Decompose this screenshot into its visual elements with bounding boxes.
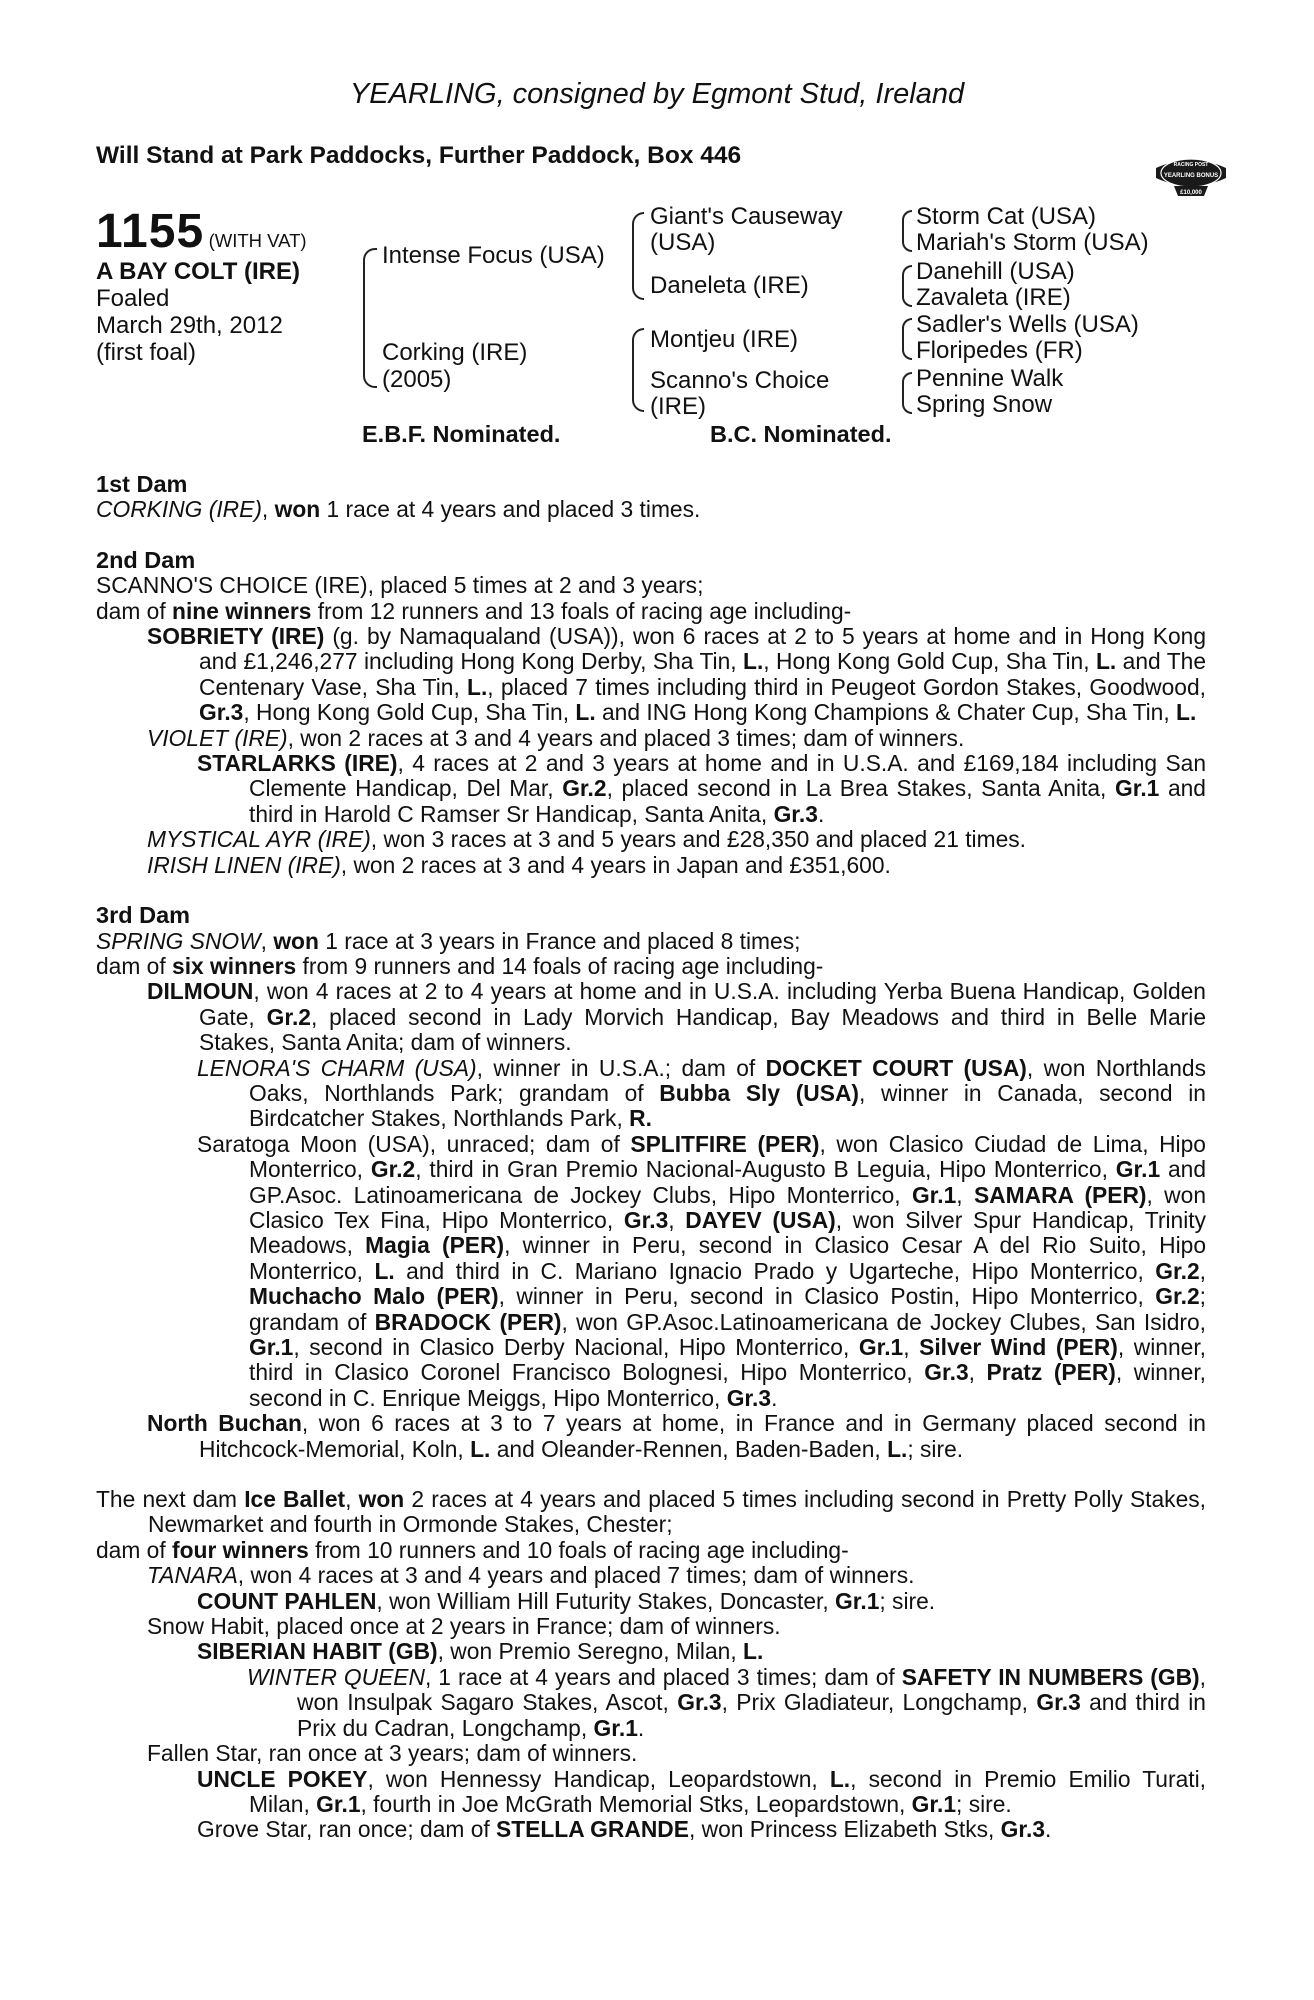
entry-violet: VIOLET (IRE), won 2 races at 3 and 4 years and placed 3 times; dam of winners. [147,724,965,751]
entry-siberian-habit: SIBERIAN HABIT (GB), won Premio Seregno, Milan, L. [197,1638,764,1665]
next-dam-produce: dam of four winners from 10 runners and 10 foals of racing age including- [96,1536,849,1563]
entry-uncle-pokey: UNCLE POKEY, won Hennessy Handicap, Leopardstown, L., second in Premio Emilio Turati, Milan, Gr.1, fourth in Joe McGrath Memorial Stks, Leopardstown, Gr.1; sire. [197,1765,1206,1817]
entry-mystical-ayr: MYSTICAL AYR (IRE), won 3 races at 3 and 5 years and £28,350 and placed 21 times. [147,826,1027,853]
entry-winter-queen: WINTER QUEEN, 1 race at 4 years and placed 3 times; dam of SAFETY IN NUMBERS (GB), won Insulpak Sagaro Stakes, Ascot, Gr.3, Prix Gladiateur, Longchamp, Gr.3 and third in Prix du Cadran, Longchamp, Gr.1. [247,1663,1206,1741]
pedigree-sire: Intense Focus (USA) [382,242,605,269]
third-dam-produce: dam of six winners from 9 runners and 14 foals of racing age including- [96,952,824,979]
entry-grove-star: Grove Star, ran once; dam of STELLA GRANDE, won Princess Elizabeth Stks, Gr.3. [197,1816,1052,1843]
lot-number-block [96,204,307,259]
pedigree-sds: Danehill (USA) [916,258,1075,285]
section-1st-dam: 1st Dam [96,471,188,497]
page-title: YEARLING, consigned by Egmont Stud, Ireland [349,78,965,110]
lot-number: 1155 [96,205,205,258]
entry-north-buchan: North Buchan, won 6 races at 3 to 7 years at home, in France and in Germany placed second in Hitchcock-Memorial, Koln, L. and Oleander-Rennen, Baden-Baden, L.; sire. [147,1410,1206,1462]
entry-irish-linen: IRISH LINEN (IRE), won 2 races at 3 and 4 years in Japan and £351,600. [147,851,891,878]
pedigree-dds: Pennine Walk [916,365,1064,392]
pedigree-brace-4a [902,210,912,252]
badge-line2: YEARLING BONUS [1163,173,1219,179]
stand-location: Will Stand at Park Paddocks, Further Paddock, Box 446 [96,142,742,169]
section-2nd-dam: 2nd Dam [96,546,196,573]
first-dam-text: CORKING (IRE), won 1 race at 4 years and placed 3 times. [96,496,701,523]
entry-dilmoun: DILMOUN, won 4 races at 2 to 4 years at home and in U.S.A. including Yerba Buena Handicap, Golden Gate, Gr.2, placed second in Lady Morvich Handicap, Bay Meadows and third in Belle Marie Stakes, Santa Anita; dam of winners. [147,978,1206,1056]
pedigree-body [96,472,1206,1843]
pedigree-brace-sire [632,212,644,300]
entry-tanara: TANARA, won 4 races at 3 and 4 years and placed 7 times; dam of winners. [147,1562,915,1589]
bc-nominated: B.C. Nominated. [710,421,892,447]
pedigree-dam-line1: Corking (IRE) [382,339,528,366]
third-dam-text: SPRING SNOW, won 1 race at 3 years in France and placed 8 times; [96,927,801,954]
ebf-nominated: E.B.F. Nominated. [362,421,561,447]
pedigree-sire-dam: Daneleta (IRE) [650,272,809,299]
pedigree-brace-4b [902,265,912,307]
pedigree-sire-sire-line1: Giant's Causeway [650,203,843,230]
yearling-bonus-badge [1152,148,1230,205]
pedigree-dam-line2: (2005) [382,366,452,393]
pedigree-dam-sire: Montjeu (IRE) [650,326,799,353]
pedigree-sdd: Zavaleta (IRE) [916,284,1071,311]
entry-fallen-star: Fallen Star, ran once at 3 years; dam of winners. [147,1740,638,1767]
entry-count-pahlen: COUNT PAHLEN, won William Hill Futurity Stakes, Doncaster, Gr.1; sire. [197,1587,936,1614]
first-foal-note: (first foal) [96,339,197,366]
entry-lenoras-charm: LENORA'S CHARM (USA), winner in U.S.A.; dam of DOCKET COURT (USA), won Northlands Oaks, Northlands Park; grandam of Bubba Sly (USA), winner in Canada, second in Birdcatcher Stakes, Northlands Park, R. [197,1054,1206,1132]
pedigree-ddd: Spring Snow [916,391,1053,418]
entry-sobriety: SOBRIETY (IRE) (g. by Namaqualand (USA)), won 6 races at 2 to 5 years at home and in Hong Kong and £1,246,277 including Hong Kong Derby, Sha Tin, L., Hong Kong Gold Cup, Sha Tin, L. and The Centenary Vase, Sha Tin, L., placed 7 times including third in Peugeot Gordon Stakes, Goodwood, Gr.3, Hong Kong Gold Cup, Sha Tin, L. and ING Hong Kong Champions & Chater Cup, Sha Tin, L. [147,623,1207,726]
second-dam-produce: dam of nine winners from 12 runners and 13 foals of racing age including- [96,597,852,624]
entry-starlarks: STARLARKS (IRE), 4 races at 2 and 3 years at home and in U.S.A. and £169,184 including San Clemente Handicap, Del Mar, Gr.2, placed second in La Brea Stakes, Santa Anita, Gr.1 and third in Harold C Ramser Sr Handicap, Santa Anita, Gr.3. [197,750,1207,827]
pedigree-dsd: Floripedes (FR) [916,337,1083,364]
section-3rd-dam: 3rd Dam [96,902,191,929]
bonus-badge-icon [1152,148,1230,200]
pedigree-brace-4d [902,372,912,414]
pedigree-dam-dam-line1: Scanno's Choice [650,367,830,394]
next-dam-text: The next dam Ice Ballet, won 2 races at 4 years and placed 5 times including second in Pretty Polly Stakes, Newmarket and fourth in Ormonde Stakes, Chester; [96,1486,1206,1538]
foaled-label: Foaled [96,285,170,312]
pedigree-dam-dam-line2: (IRE) [650,393,706,420]
lot-description: A BAY COLT (IRE) [96,258,301,285]
pedigree-brace-gen1 [363,248,377,388]
pedigree-sire-sire-line2: (USA) [650,229,716,256]
entry-snow-habit: Snow Habit, placed once at 2 years in France; dam of winners. [147,1613,781,1640]
foaled-date: March 29th, 2012 [96,312,283,339]
pedigree-brace-4c [902,318,912,360]
pedigree-dss: Sadler's Wells (USA) [916,311,1139,338]
entry-saratoga-moon: Saratoga Moon (USA), unraced; dam of SPLITFIRE (PER), won Clasico Ciudad de Lima, Hipo Monterrico, Gr.2, third in Gran Premio Nacional-Augusto B Leguia, Hipo Monterrico, Gr.1 and GP.Asoc. Latinoamericana de Jockey Clubs, Hipo Monterrico, Gr.1, SAMARA (PER), won Clasico Tex Fina, Hipo Monterrico, Gr.3, DAYEV (USA), won Silver Spur Handicap, Trinity Meadows, Magia (PER), winner in Peru, second in Clasico Cesar A del Rio Suito, Hipo Monterrico, L. and third in C. Mariano Ignacio Prado y Ugarteche, Hipo Monterrico, Gr.2, Muchacho Malo (PER), winner in Peru, second in Clasico Postin, Hipo Monterrico, Gr.2; grandam of BRADOCK (PER), won GP.Asoc.Latinoamericana de Jockey Clubes, San Isidro, Gr.1, second in Clasico Derby Nacional, Hipo Monterrico, Gr.1, Silver Wind (PER), winner, third in Clasico Coronel Francisco Bolognesi, Hipo Monterrico, Gr.3, Pratz (PER), winner, second in C. Enrique Meiggs, Hipo Monterrico, Gr.3. [197,1130,1207,1411]
pedigree-sss: Storm Cat (USA) [916,203,1097,230]
badge-line1: RACING POST [1173,162,1209,168]
second-dam-text: SCANNO'S CHOICE (IRE), placed 5 times at 2 and 3 years; [96,572,704,599]
pedigree-ssd: Mariah's Storm (USA) [916,229,1149,256]
vat-note: (WITH VAT) [208,230,307,251]
lot-details [96,258,300,366]
badge-amount: £10,000 [1180,190,1202,196]
pedigree-brace-dam [632,328,644,412]
